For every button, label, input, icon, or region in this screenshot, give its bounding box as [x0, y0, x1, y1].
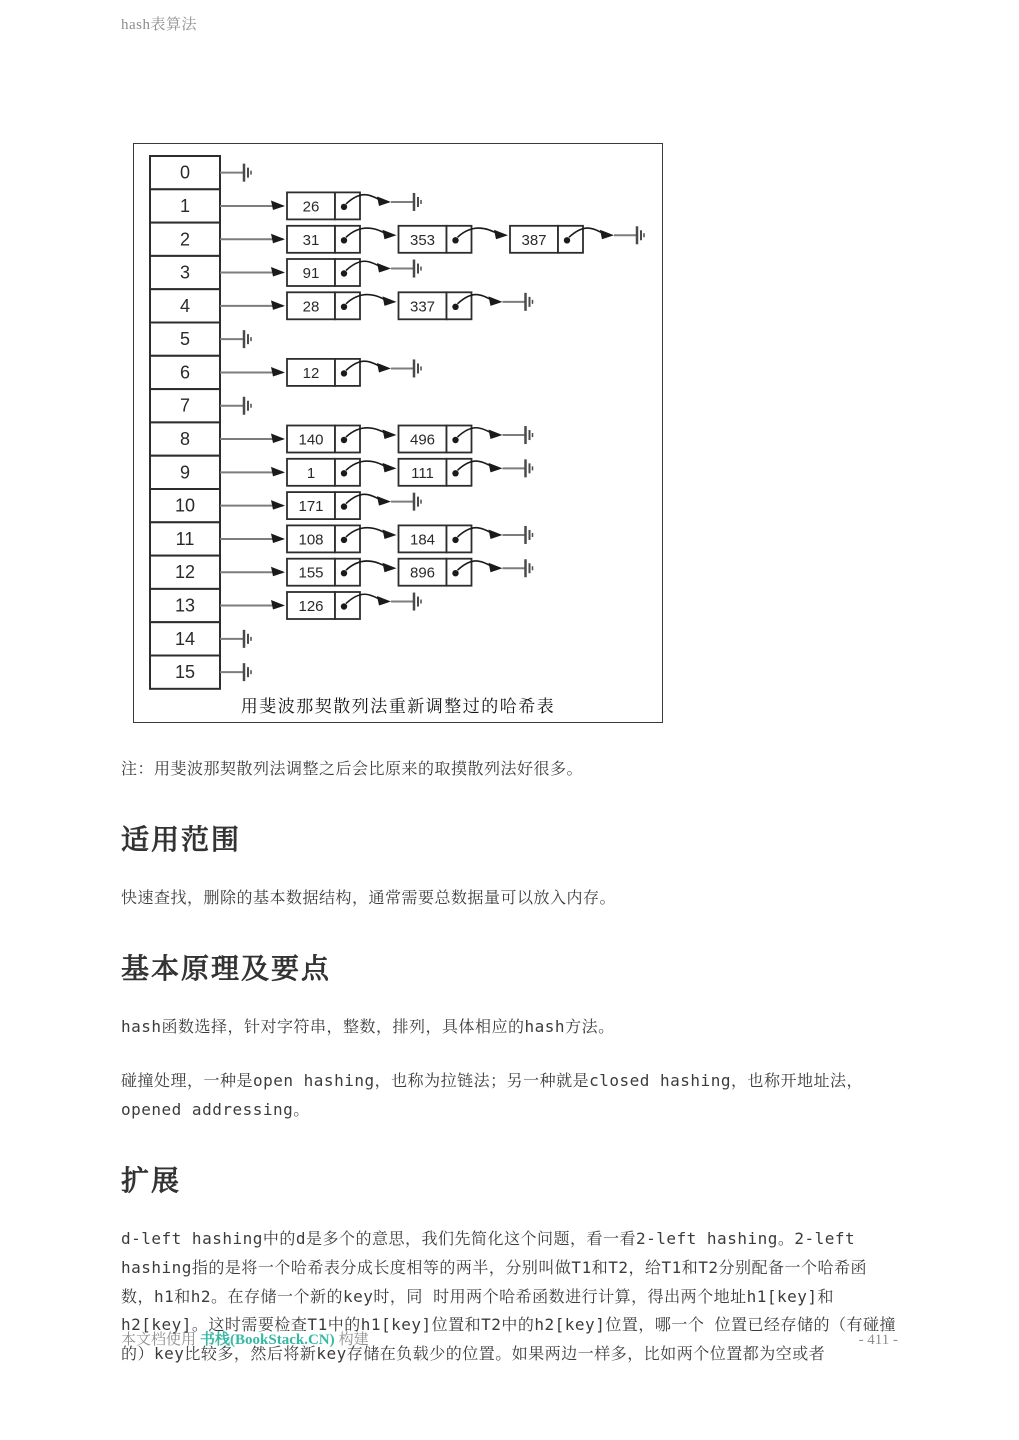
node-pointer-dot — [452, 237, 458, 243]
arrowhead-icon — [489, 529, 503, 539]
list-node — [287, 525, 360, 552]
slot-index: 5 — [179, 329, 191, 350]
arrowhead-icon — [271, 533, 285, 543]
null-terminator-icon — [414, 260, 421, 278]
hash-slot-row — [150, 456, 533, 489]
hash-slot-row — [150, 289, 533, 322]
node-value: 337 — [409, 298, 436, 316]
arrowhead-icon — [383, 430, 397, 440]
arrowhead-icon — [271, 600, 285, 610]
node-pointer-dot — [341, 204, 347, 210]
arrowhead-icon — [383, 230, 397, 240]
node-pointer-dot — [452, 437, 458, 443]
null-terminator-icon — [526, 426, 533, 444]
section-heading: 适用范围 — [121, 823, 242, 855]
slot-index: 14 — [174, 628, 196, 649]
footer-suffix: 构建 — [338, 1332, 369, 1348]
hash-slot-row — [150, 189, 421, 222]
arrowhead-icon — [489, 463, 503, 473]
slot-index: 13 — [174, 595, 196, 616]
slot-index: 15 — [174, 662, 196, 683]
list-node — [287, 592, 360, 619]
section-paragraph: 碰撞处理，一种是open hashing，也称为拉链法；另一种就是closed hashing，也称开地址法，opened addressing。 — [121, 1071, 863, 1120]
node-pointer-dot — [341, 270, 347, 276]
node-value: 896 — [409, 564, 436, 582]
node-pointer-dot — [341, 470, 347, 476]
null-terminator-icon — [244, 164, 251, 182]
section-paragraph: d-left hashing中的d是多个的意思，我们先简化这个问题，看一看2-left hashing。2-left hashing指的是将一个哈希表分成长度相等的两半，分别叫做T1和T2，给T1和T2分别配备一个哈希函数，h1和h2。在存储一个新的key时，同 时用两个哈希函数进行计算，得出两个地址h1[key]和h2[key]。这时需要检查T1中的h1[key]位置和T2中的h2[key]位置，哪一个 位置已经存储的（有碰撞的）key比较多，然后将新key存储在负载少的位置。如果两边一样多，比如两个位置都为空或者 — [121, 1228, 896, 1364]
list-node — [399, 559, 472, 586]
arrowhead-icon — [271, 300, 285, 310]
list-node — [287, 359, 360, 386]
footer-build-credit — [121, 1328, 373, 1349]
hash-slot-row — [150, 389, 251, 422]
null-terminator-icon — [414, 193, 421, 211]
arrowhead-icon — [383, 529, 397, 539]
arrowhead-icon — [383, 563, 397, 573]
arrowhead-icon — [377, 496, 391, 506]
null-terminator-icon — [244, 663, 251, 681]
null-terminator-icon — [526, 559, 533, 577]
hash-table-diagram — [134, 144, 662, 692]
arrowhead-icon — [377, 363, 391, 373]
list-node — [399, 459, 472, 486]
slot-index: 6 — [179, 362, 191, 383]
footer-prefix: 本文档使用 — [121, 1332, 197, 1348]
section-heading: 基本原理及要点 — [121, 952, 332, 984]
arrowhead-icon — [271, 234, 285, 244]
arrowhead-icon — [271, 500, 285, 510]
node-pointer-dot — [564, 237, 570, 243]
list-node — [287, 259, 360, 286]
section-paragraph: hash函数选择，针对字符串，整数，排列，具体相应的hash方法。 — [121, 1016, 615, 1036]
arrowhead-icon — [377, 263, 391, 273]
slot-index: 1 — [179, 195, 191, 216]
node-value: 1 — [306, 464, 316, 482]
node-value: 108 — [298, 531, 324, 549]
node-value: 496 — [409, 431, 436, 449]
node-pointer-dot — [341, 537, 347, 543]
hash-slot-row — [150, 522, 533, 555]
node-pointer-dot — [452, 537, 458, 543]
hash-slot-row — [150, 156, 251, 189]
node-value: 31 — [302, 231, 320, 249]
node-value: 91 — [302, 265, 320, 282]
list-node — [287, 426, 360, 453]
hash-slot-row — [150, 256, 421, 289]
hash-slot-row — [150, 589, 421, 622]
null-terminator-icon — [244, 630, 251, 648]
arrowhead-icon — [494, 230, 508, 240]
list-node — [287, 459, 360, 486]
arrowhead-icon — [383, 463, 397, 473]
arrowhead-icon — [383, 296, 397, 306]
slot-index: 4 — [179, 295, 191, 316]
hash-slot-row — [150, 556, 533, 589]
node-pointer-dot — [452, 570, 458, 576]
arrowhead-icon — [271, 200, 285, 210]
node-value: 171 — [298, 498, 324, 516]
node-value: 140 — [298, 431, 324, 449]
arrowhead-icon — [271, 567, 285, 577]
node-value: 155 — [298, 564, 324, 582]
hash-slot-row — [150, 422, 533, 455]
page-footer — [121, 1328, 898, 1349]
bookstack-link[interactable]: 书栈(BookStack.CN) — [200, 1332, 335, 1348]
node-pointer-dot — [341, 503, 347, 509]
arrowhead-icon — [271, 367, 285, 377]
list-node — [399, 226, 472, 253]
node-value: 126 — [298, 598, 324, 615]
null-terminator-icon — [414, 493, 421, 511]
slot-index: 3 — [179, 262, 191, 283]
figure-caption: 用斐波那契散列法重新调整过的哈希表 — [240, 697, 556, 716]
null-terminator-icon — [526, 293, 533, 311]
arrowhead-icon — [489, 296, 503, 306]
node-value: 184 — [409, 531, 436, 549]
node-value: 387 — [521, 231, 547, 249]
slot-index: 7 — [179, 395, 191, 416]
page-header: hash表算法 — [121, 17, 197, 33]
node-pointer-dot — [341, 437, 347, 443]
slot-index: 9 — [179, 462, 191, 483]
list-node — [399, 426, 472, 453]
arrowhead-icon — [600, 230, 614, 240]
null-terminator-icon — [414, 359, 421, 377]
arrowhead-icon — [377, 596, 391, 606]
arrowhead-icon — [271, 267, 285, 277]
page-number: - 411 - — [858, 1332, 898, 1348]
list-node — [510, 226, 583, 253]
slot-index: 0 — [179, 162, 191, 183]
node-value: 12 — [302, 364, 320, 382]
node-pointer-dot — [341, 603, 347, 609]
node-pointer-dot — [341, 304, 347, 310]
section-paragraph: 快速查找，删除的基本数据结构，通常需要总数据量可以放入内存。 — [121, 887, 617, 907]
arrowhead-icon — [271, 467, 285, 477]
slot-index: 11 — [175, 528, 195, 549]
hash-table-figure — [133, 143, 663, 723]
list-node — [287, 492, 360, 519]
list-node — [287, 292, 360, 319]
null-terminator-icon — [244, 397, 251, 415]
list-node — [287, 559, 360, 586]
node-value: 353 — [409, 231, 436, 249]
null-terminator-icon — [526, 459, 533, 477]
hash-slot-row — [150, 622, 251, 655]
section-heading: 扩展 — [121, 1164, 182, 1196]
node-value: 26 — [302, 198, 320, 216]
node-value: 28 — [302, 298, 320, 316]
hash-slot-row — [150, 489, 421, 522]
hash-slot-row — [150, 356, 421, 389]
arrowhead-icon — [489, 563, 503, 573]
node-pointer-dot — [341, 570, 347, 576]
list-node — [399, 292, 472, 319]
hash-slot-row — [150, 223, 644, 256]
slot-index: 8 — [179, 429, 191, 449]
slot-index: 12 — [174, 562, 196, 583]
arrowhead-icon — [377, 196, 391, 206]
slot-index: 2 — [179, 229, 191, 250]
list-node — [287, 226, 360, 253]
slot-index: 10 — [174, 495, 196, 516]
list-node — [399, 525, 472, 552]
hash-slot-row — [150, 323, 251, 356]
node-pointer-dot — [452, 304, 458, 310]
note-text: 注：用斐波那契散列法调整之后会比原来的取摸散列法好很多。 — [121, 759, 584, 778]
arrowhead-icon — [489, 430, 503, 440]
null-terminator-icon — [414, 593, 421, 611]
null-terminator-icon — [637, 226, 644, 244]
null-terminator-icon — [526, 526, 533, 544]
null-terminator-icon — [244, 330, 251, 348]
node-pointer-dot — [452, 470, 458, 476]
node-pointer-dot — [341, 370, 347, 376]
arrowhead-icon — [271, 434, 285, 444]
list-node — [287, 192, 360, 219]
node-pointer-dot — [341, 237, 347, 243]
node-value: 111 — [411, 464, 434, 482]
sections-container — [121, 818, 898, 1369]
hash-slot-row — [150, 656, 251, 689]
